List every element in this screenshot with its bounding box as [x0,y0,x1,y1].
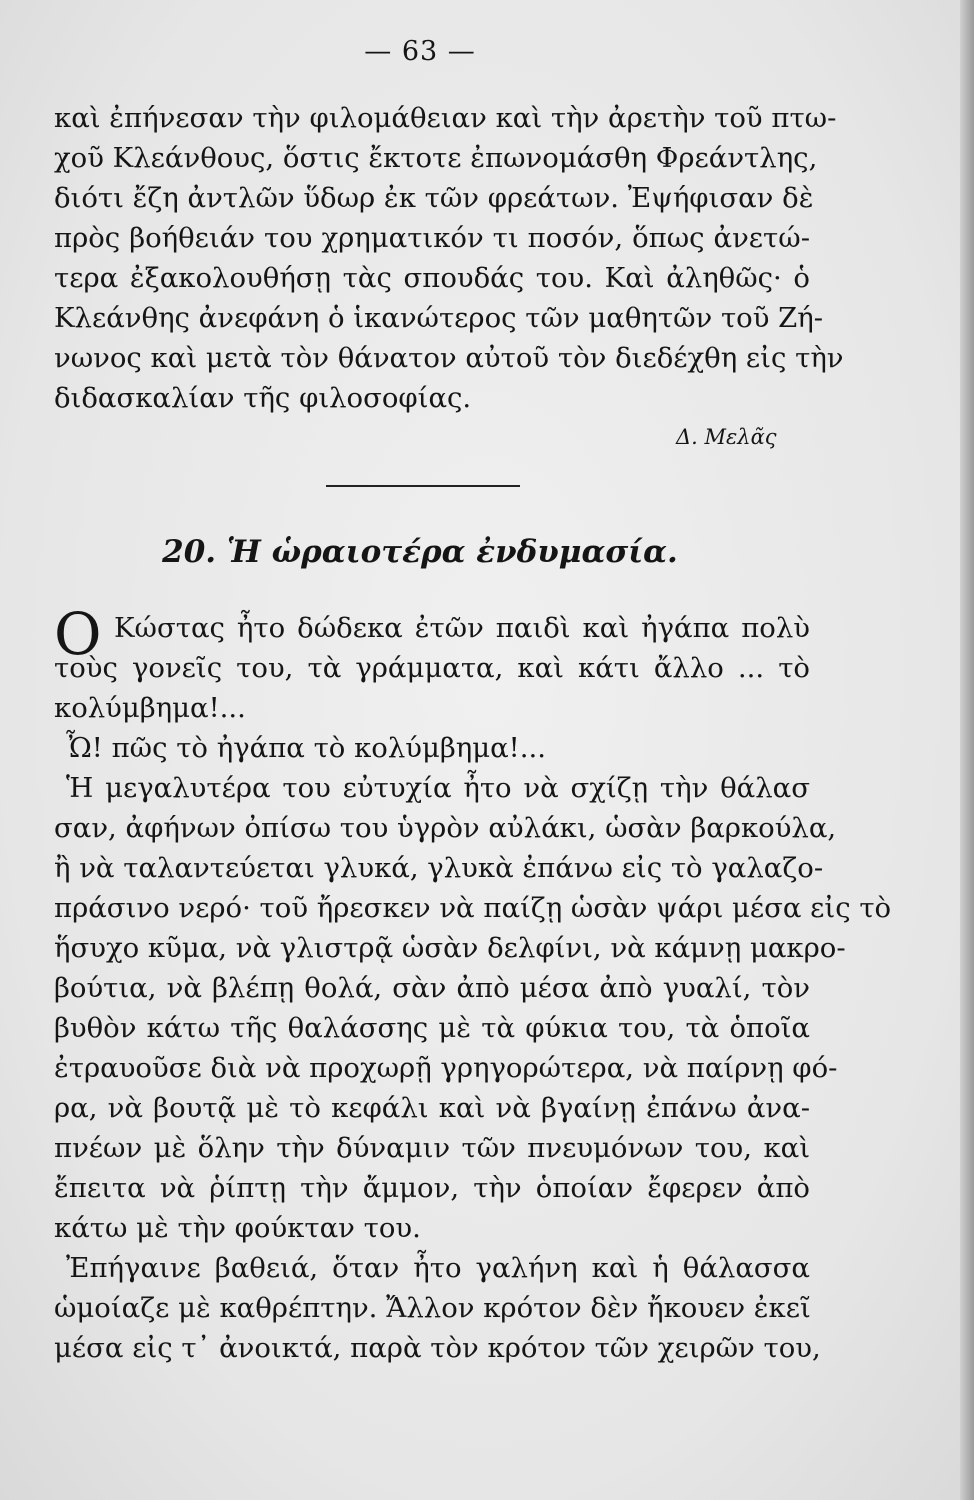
text-line: καὶ ἐπήνεσαν τὴν φιλομάθειαν καὶ τὴν ἀρετὴν τοῦ πτω- [54,102,837,134]
text-line: πρὸς βοήθειάν του χρηματικόν τι ποσόν, ὅπως ἀνετώ- [54,222,810,254]
text-line: ἔπειτα νὰ ῥίπτῃ τὴν ἄμμον, τὴν ὁποίαν ἔφερεν ἀπὸ [54,1172,810,1204]
text-line: βυθὸν κάτω τῆς θαλάσσης μὲ τὰ φύκια του, τὰ ὁποῖα [54,1012,810,1044]
text-line: ἐτραυοῦσε διὰ νὰ προχωρῇ γρηγορώτερα, νὰ παίρνῃ φό- [54,1052,838,1084]
text-line: ὡμοίαζε μὲ καθρέπτην. Ἄλλον κρότον δὲν ἤκουεν ἐκεῖ [54,1292,811,1324]
author-signature: Δ. Μελᾶς [676,425,777,449]
text-line: τερα ἐξακολουθήσῃ τὰς σπουδάς του. Καὶ ἀληθῶς· ὁ [54,262,810,294]
text-line: βούτια, νὰ βλέπῃ θολά, σὰν ἀπὸ μέσα ἀπὸ γυαλί, τὸν [54,972,810,1004]
text-line: διδασκαλίαν τῆς φιλοσοφίας. [54,382,472,414]
page-edge [960,0,974,1500]
section-divider [326,485,520,487]
text-line: Ἐπήγαινε βαθειά, ὅταν ἦτο γαλήνη καὶ ἡ θάλασσα [66,1252,810,1284]
text-line: πράσινο νερό· τοῦ ἤρεσκεν νὰ παίζῃ ὡσὰν ψάρι μέσα εἰς τὸ [54,892,892,924]
text-line: Ἡ μεγαλυτέρα του εὐτυχία ἦτο νὰ σχίζῃ τὴν θάλασ [66,772,810,804]
text-line: κολύμβημα!... [54,692,246,724]
text-line: κάτω μὲ τὴν φούκταν του. [54,1212,421,1244]
text-line: χοῦ Κλεάνθους, ὅστις ἔκτοτε ἐπωνομάσθη Φρεάντλης, [54,142,818,174]
text-line: σαν, ἀφήνων ὀπίσω του ὑγρὸν αὐλάκι, ὡσὰν βαρκούλα, [54,812,837,844]
text-line: Κλεάνθης ἀνεφάνη ὁ ἱκανώτερος τῶν μαθητῶν τοῦ Ζή- [54,302,824,334]
text-line: μέσα εἰς τ᾽ ἀνοικτά, παρὰ τὸν κρότον τῶν χειρῶν του, [54,1332,821,1364]
drop-cap: Ο [54,600,102,668]
text-line: ρα, νὰ βουτᾷ μὲ τὸ κεφάλι καὶ νὰ βγαίνῃ ἐπάνω ἀνα- [54,1092,810,1124]
text-line: Κώστας ἦτο δώδεκα ἐτῶν παιδὶ καὶ ἠγάπα πολὺ [114,612,810,644]
page-number: — 63 — [364,36,476,67]
text-line: ἢ νὰ ταλαντεύεται γλυκά, γλυκὰ ἐπάνω εἰς τὸ γαλαζο- [54,852,824,884]
section-heading: 20. Ἡ ὡραιοτέρα ἐνδυμασία. [162,534,678,570]
text-line: τοὺς γονεῖς του, τὰ γράμματα, καὶ κάτι ἄλλο ... τὸ [54,652,810,684]
text-line: Ὦ! πῶς τὸ ἠγάπα τὸ κολύμβημα!... [66,732,546,764]
text-line: διότι ἔζη ἀντλῶν ὕδωρ ἐκ τῶν φρεάτων. Ἐψήφισαν δὲ [54,182,814,214]
text-line: ἥσυχο κῦμα, νὰ γλιστρᾷ ὡσὰν δελφίνι, νὰ κάμνῃ μακρο- [54,932,846,964]
text-line: νωνος καὶ μετὰ τὸν θάνατον αὐτοῦ τὸν διεδέχθη εἰς τὴν [54,342,844,374]
text-line: πνέων μὲ ὅλην τὴν δύναμιν τῶν πνευμόνων του, καὶ [54,1132,810,1164]
